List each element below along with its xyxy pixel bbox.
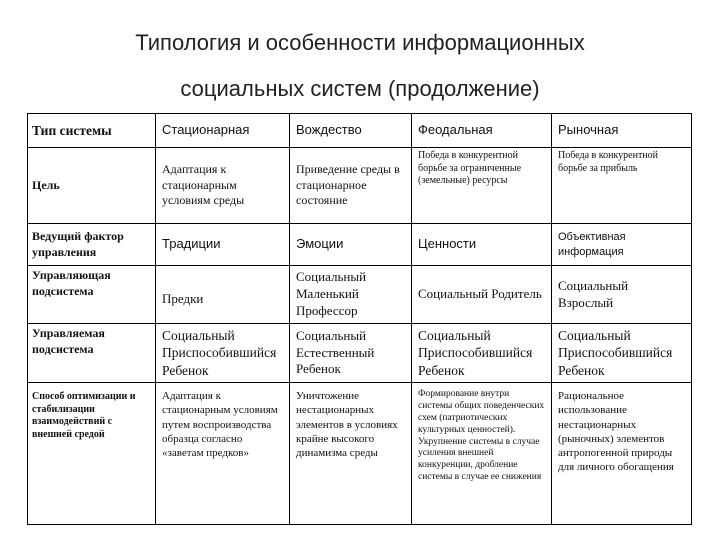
- header-column-stationary: Стационарная: [156, 114, 290, 148]
- table-cell: Социальный Приспособившийся Ребенок: [552, 324, 692, 383]
- table-row-optimization-method: [28, 383, 692, 525]
- table-cell: Предки: [156, 266, 290, 324]
- row-label-goal: Цель: [28, 148, 156, 224]
- title-line-1: Типология и особенности информационных: [135, 30, 585, 55]
- table-cell: Адаптация к стационарным условиям путем воспроизводства образца согласно «заветам предков»: [156, 383, 290, 525]
- table-cell: Социальный Естественный Ребенок: [290, 324, 412, 383]
- row-label-leading-factor: Ведущий фактор управления: [28, 224, 156, 266]
- header-column-market: Рыночная: [552, 114, 692, 148]
- table-cell: Адаптация к стационарным условиям среды: [156, 148, 290, 224]
- table-cell: Формирование внутри системы общих поведенческих схем (патриотических культурных ценностей). Укрупнение системы в случае усиления внешней конкуренции, дробление системы в случае ее снижения: [412, 383, 552, 525]
- table-cell: Социальный Взрослый: [552, 266, 692, 324]
- table-cell: Эмоции: [290, 224, 412, 266]
- table-row-controlled-subsystem: [28, 324, 692, 383]
- table-cell: Рациональное использование нестационарных (рыночных) элементов антропогенной природы для личного обогащения: [552, 383, 692, 525]
- table-cell: Победа в конкурентной борьбе за прибыль: [552, 148, 692, 224]
- table-row-goal: [28, 148, 692, 224]
- table-cell: Социальный Маленький Профессор: [290, 266, 412, 324]
- table-header-row: [28, 114, 692, 148]
- row-label-optimization-method: Способ оптимизации и стабилизации взаимодействий с внешней средой: [28, 383, 156, 525]
- table-cell: Социальный Приспособившийся Ребенок: [412, 324, 552, 383]
- table-cell: Социальный Родитель: [412, 266, 552, 324]
- table-cell: Ценности: [412, 224, 552, 266]
- table-cell: Традиции: [156, 224, 290, 266]
- row-label-controlling-subsystem: Управляющая подсистема: [28, 266, 156, 324]
- table-row-leading-factor: [28, 224, 692, 266]
- row-label-controlled-subsystem: Управляемая подсистема: [28, 324, 156, 383]
- table-cell: Уничтожение нестационарных элементов в условиях крайне высокого динамизма среды: [290, 383, 412, 525]
- typology-table: [27, 113, 692, 525]
- title-line-2: социальных систем (продолжение): [180, 76, 540, 101]
- header-column-feudal: Феодальная: [412, 114, 552, 148]
- header-type-label: Тип системы: [28, 114, 156, 148]
- table-cell: Социальный Приспособившийся Ребенок: [156, 324, 290, 383]
- table-cell: Победа в конкурентной борьбе за ограниченные (земельные) ресурсы: [412, 148, 552, 224]
- table-cell: Объективная информация: [552, 224, 692, 266]
- table-row-controlling-subsystem: [28, 266, 692, 324]
- table-cell: Приведение среды в стационарное состояние: [290, 148, 412, 224]
- header-column-chiefdom: Вождество: [290, 114, 412, 148]
